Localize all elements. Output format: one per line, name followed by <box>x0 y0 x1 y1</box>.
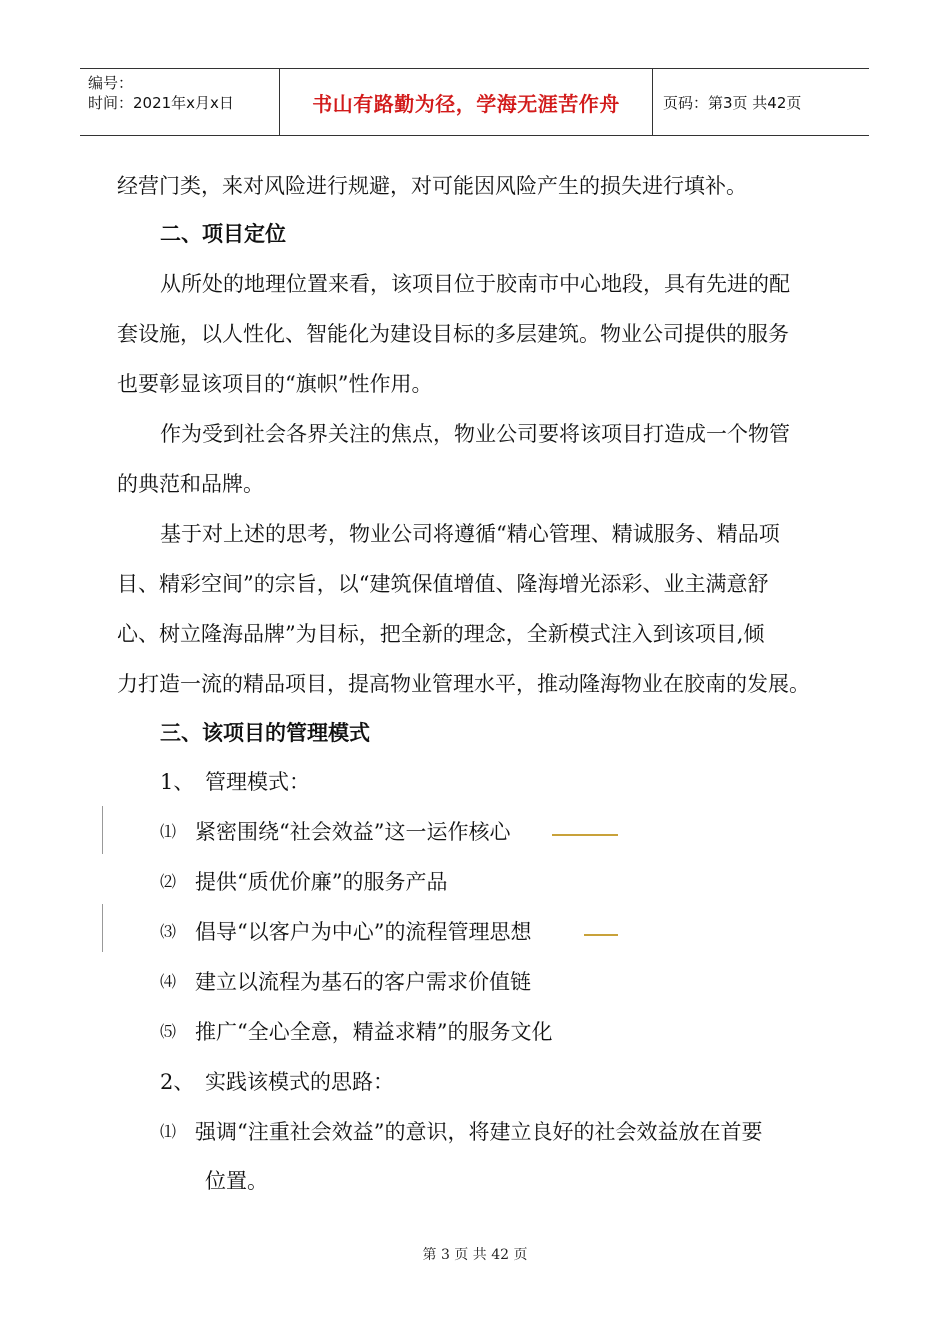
revision-margin-mark <box>102 806 103 854</box>
paragraph-line: 的典范和品牌。 <box>117 472 264 496</box>
sub-heading-num: 1、 <box>160 770 195 794</box>
header-page-info: 页码：第3页 共42页 <box>663 93 802 112</box>
paragraph-line: 也要彰显该项目的“旗帜”性作用。 <box>117 372 433 396</box>
list-item-number: ⑸ <box>160 1022 177 1041</box>
revision-underline <box>584 934 618 936</box>
list-item-text: 强调“注重社会效益”的意识，将建立良好的社会效益放在首要 <box>195 1120 763 1144</box>
list-item-number: ⑴ <box>160 1122 177 1141</box>
paragraph-line: 心、树立隆海品牌”为目标，把全新的理念，全新模式注入到该项目,倾 <box>117 622 765 646</box>
list-item-number: ⑶ <box>160 922 177 941</box>
list-item-number: ⑵ <box>160 872 177 891</box>
list-item-text-continued: 位置。 <box>205 1169 268 1193</box>
page-footer: 第 3 页 共 42 页 <box>422 1247 528 1263</box>
header-meta <box>80 69 280 135</box>
paragraph-line: 作为受到社会各界关注的焦点，物业公司要将该项目打造成一个物管 <box>160 422 790 446</box>
list-item-text: 推广“全心全意，精益求精”的服务文化 <box>195 1020 553 1044</box>
paragraph-line: 经营门类，来对风险进行规避，对可能因风险产生的损失进行填补。 <box>117 174 747 198</box>
paragraph-line: 力打造一流的精品项目，提高物业管理水平，推动隆海物业在胶南的发展。 <box>117 672 810 696</box>
sub-heading-text: 实践该模式的思路： <box>205 1070 394 1094</box>
list-item-text: 提供“质优价廉”的服务产品 <box>195 870 448 894</box>
header-motto: 书山有路勤为径，学海无涯苦作舟 <box>280 69 653 135</box>
list-item-text: 紧密围绕“社会效益”这一运作核心 <box>195 820 511 844</box>
paragraph-line: 从所处的地理位置来看，该项目位于胶南市中心地段，具有先进的配 <box>160 272 790 296</box>
section-heading: 二、项目定位 <box>160 222 286 246</box>
revision-underline <box>552 834 618 836</box>
code-label: 编号： <box>88 74 134 92</box>
sub-heading-text: 管理模式： <box>205 770 310 794</box>
list-item-number: ⑷ <box>160 972 177 991</box>
list-item-text: 建立以流程为基石的客户需求价值链 <box>195 970 531 994</box>
time-label: 时间：2021年x月x日 <box>88 94 234 112</box>
section-heading: 三、该项目的管理模式 <box>160 721 370 745</box>
paragraph-line: 套设施，以人性化、智能化为建设目标的多层建筑。物业公司提供的服务 <box>117 322 789 346</box>
paragraph-line: 目、精彩空间”的宗旨，以“建筑保值增值、隆海增光添彩、业主满意舒 <box>117 572 769 596</box>
list-item-text: 倡导“以客户为中心”的流程管理思想 <box>195 920 532 944</box>
page-header <box>80 68 869 136</box>
revision-margin-mark <box>102 904 103 952</box>
sub-heading-num: 2、 <box>160 1070 195 1094</box>
paragraph-line: 基于对上述的思考，物业公司将遵循“精心管理、精诚服务、精品项 <box>160 522 780 546</box>
list-item-number: ⑴ <box>160 822 177 841</box>
